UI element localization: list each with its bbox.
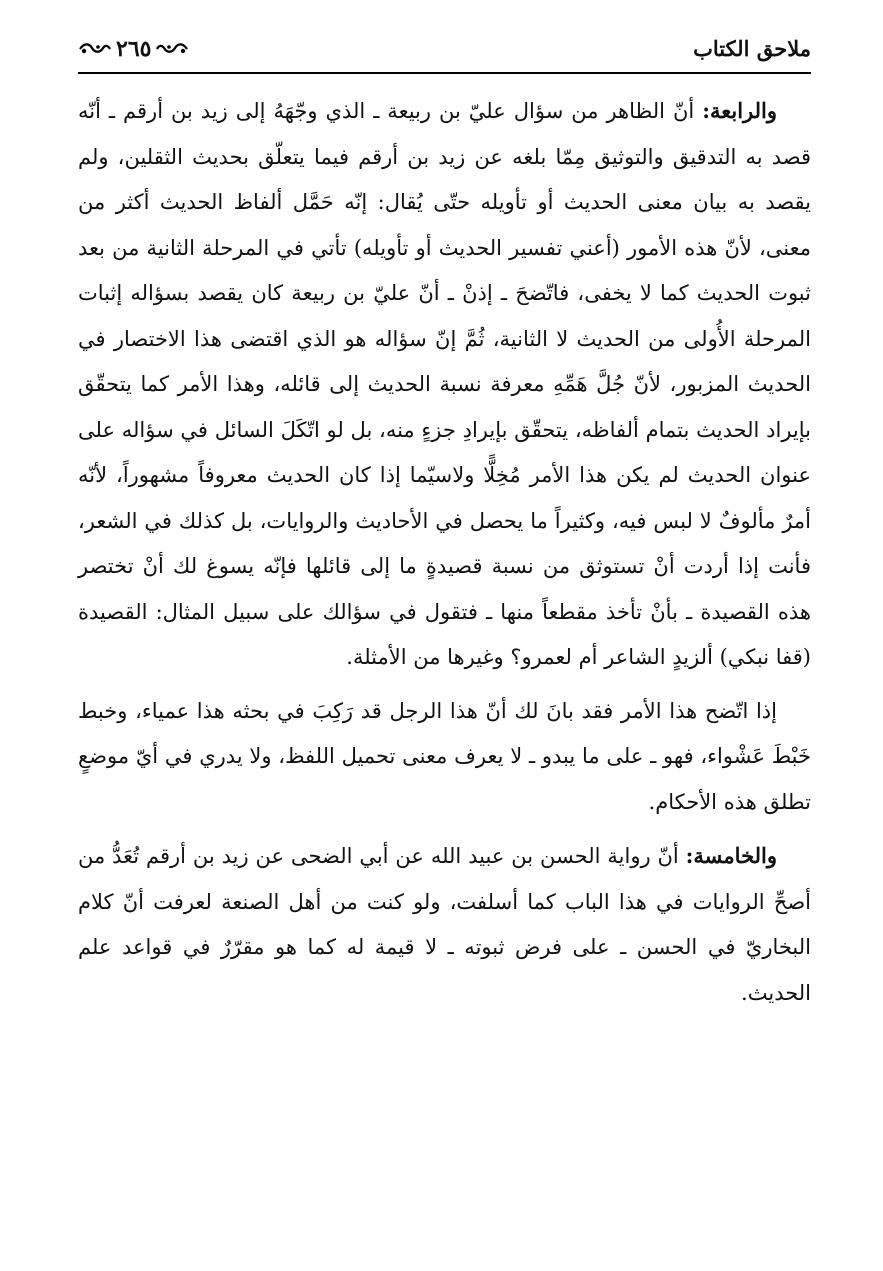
- page-number-block: [78, 30, 189, 68]
- header-rule: [78, 72, 811, 74]
- paragraph-lead: والخامسة:: [685, 843, 777, 868]
- paragraph-text: إذا اتّضح هذا الأمر فقد بانَ لك أنّ هذا الرجل قد رَكِبَ في بحثه هذا عمياء، وخبط خَبْطَ عَشْواء، فهو ـ على ما يبدو ـ لا يعرف معنى تحميل اللفظ، ولا يدري في أيّ موضعٍ تطلق هذه الأحكام.: [78, 698, 811, 814]
- page-header: [78, 30, 811, 74]
- left-ornament-icon: [78, 42, 112, 56]
- paragraph-text: أنّ رواية الحسن بن عبيد الله عن أبي الضحى عن زيد بن أرقم تُعَدُّ من أصحِّ الروايات في هذا الباب كما أسلفت، ولو كنت من أهل الصنعة لعرفت أنّ كلام البخاريّ في الحسن ـ على فرض ثبوته ـ لا قيمة له كما هو مقرّرٌ في قواعد علم الحديث.: [78, 844, 811, 1005]
- paragraph-lead: والرابعة:: [702, 98, 777, 123]
- right-ornament-icon: [155, 42, 189, 56]
- paragraph-fourth: [78, 88, 811, 681]
- body-text: [78, 88, 811, 1024]
- running-title: ملاحق الكتاب: [693, 36, 811, 61]
- paragraph-fifth: [78, 833, 811, 1016]
- paragraph-conclusion: [78, 689, 811, 826]
- page-number: ٢٦٥: [116, 36, 152, 62]
- paragraph-text: أنّ الظاهر من سؤال عليّ بن ربيعة ـ الذي وجّهَهُ إلى زيد بن أرقم ـ أنّه قصد به التدقيق والتوثيق مِمّا بلغه عن زيد بن أرقم فيما يتعلّق بحديث الثقلين، ولم يقصد به بيان معنى الحديث أو تأويله حتّى يُقال: إنّه حَمَّل ألفاظ الحديث أكثر من معنى، لأنّ هذه الأمور (أعني تفسير الحديث أو تأويله) تأتي في المرحلة الثانية من بعد ثبوت الحديث كما لا يخفى، فاتّضحَ ـ إذنْ ـ أنّ عليّ بن ربيعة كان يقصد بسؤاله إثبات المرحلة الأُولى من الحديث لا الثانية، ثُمَّ إنّ سؤاله هو الذي اقتضى هذا الاختصار في الحديث المزبور، لأنّ جُلَّ هَمِّهِ معرفة نسبة الحديث إلى قائله، وهذا الأمر كما يتحقّق بإيراد الحديث بتمام ألفاظه، يتحقّق بإيرادِ جزءٍ منه، بل لو اتّكَلَ السائل في سؤاله على عنوان الحديث لم يكن هذا الأمر مُخِلًّا ولاسيّما إذا كان الحديث معروفاً مشهوراً، لأنّه أمرٌ مألوفٌ لا لبس فيه، وكثيراً ما يحصل في الأحاديث والروايات، بل كذلك في الشعر، فأنت إذا أردت أنْ تستوثق من نسبة قصيدةٍ ما إلى قائلها فإنّه يسوغ لك أنْ تختصر هذه القصيدة ـ بأنْ تأخذ مقطعاً منها ـ فتقول في سؤالك على سبيل المثال: القصيدة (قفا نبكي) ألزيدٍ الشاعر أم لعمرو؟ وغيرها من الأمثلة.: [78, 99, 811, 669]
